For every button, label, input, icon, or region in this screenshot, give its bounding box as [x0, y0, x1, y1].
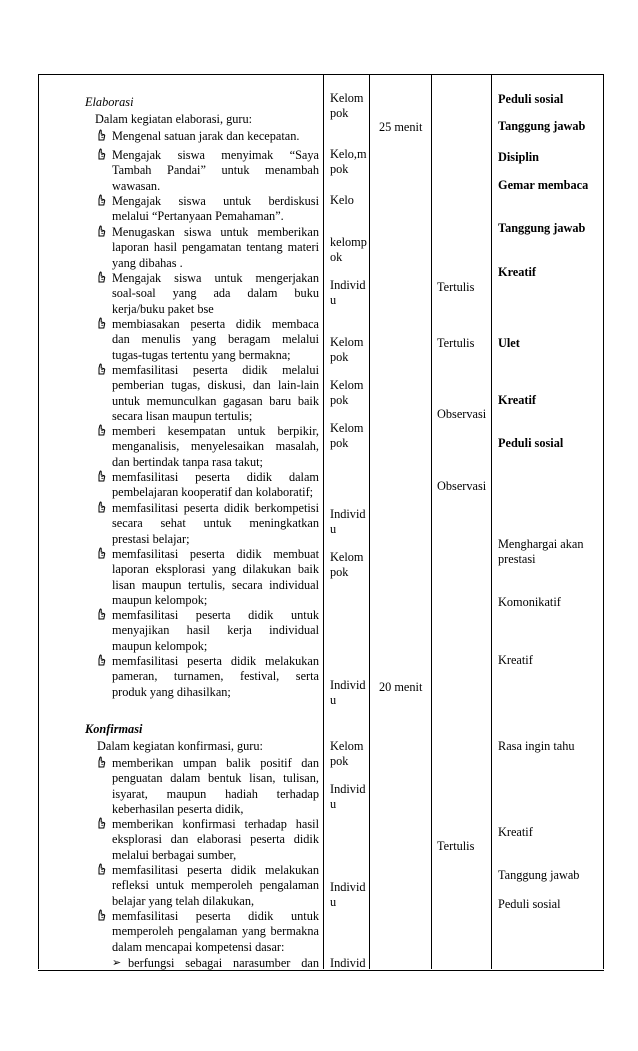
list-item [112, 424, 319, 470]
grouping-cell: Individ [330, 678, 366, 692]
character-cell: Kreatif [498, 825, 533, 839]
column-divider-grouping [323, 74, 324, 969]
grouping-cell: Kelom [330, 335, 364, 349]
list-item-line: tugas-tugas tertentu yang bermakna; [112, 347, 291, 362]
character-cell: Peduli sosial [498, 92, 564, 106]
list-item-line: memfasilitasi peserta didik melakukan [112, 654, 319, 668]
list-item-line: Menugaskan siswa untuk memberikan [112, 225, 319, 239]
list-item [112, 654, 319, 700]
list-item [112, 817, 319, 863]
list-item-line: untuk memunculkan gagasan baru baik [112, 393, 319, 408]
character-cell: Gemar membaca [498, 178, 589, 192]
character-cell: Tanggung jawab [498, 221, 586, 235]
hand-pointing-icon [96, 501, 106, 516]
list-item-line: melalui “Pertanyaan Pemahaman”. [112, 209, 284, 224]
list-item-line: soal-soal yang ada dalam buku [112, 286, 319, 301]
character-cell: prestasi [498, 552, 536, 566]
list-item [112, 148, 319, 194]
list-item-line: memfasilitasi peserta didik membuat [112, 547, 319, 561]
hand-pointing-icon [96, 547, 106, 562]
section-heading-elaborasi: Elaborasi [85, 95, 134, 109]
list-item-line: memperoleh pengalaman yang bermakna [112, 924, 319, 939]
list-item-line: Mengajak siswa menyimak “Saya [112, 148, 319, 162]
list-item-line: yang dibahas . [112, 255, 183, 270]
grouping-cell: Kelom [330, 739, 364, 753]
character-cell: Ulet [498, 336, 520, 350]
grouping-cell: pok [330, 393, 349, 408]
hand-pointing-icon [96, 317, 106, 332]
list-item-line: secara lisan maupun tertulis; [112, 408, 253, 423]
list-item-line: memfasilitasi peserta didik berkompetisi [112, 501, 319, 515]
list-item-line: Mengajak siswa untuk mengerjakan [112, 271, 319, 285]
assessment-cell: Observasi [437, 479, 487, 493]
list-item-line: secara sehat untuk meningkatkan [112, 516, 319, 531]
hand-pointing-icon [96, 148, 106, 163]
assessment-cell: Tertulis [437, 280, 475, 294]
list-item-line: eksplorasi dan elaborasi peserta didik [112, 832, 319, 847]
grouping-cell: u [330, 693, 337, 708]
assessment-cell: Tertulis [437, 839, 475, 853]
grouping-cell: Kelom [330, 91, 364, 105]
assessment-cell: Tertulis [437, 336, 475, 350]
list-item-line: kerja/buku paket bse [112, 301, 214, 316]
grouping-cell: kelomp [330, 235, 367, 249]
hand-pointing-icon [96, 608, 106, 623]
column-divider-assessment [431, 74, 432, 969]
grouping-cell: u [330, 522, 337, 537]
character-cell: Kreatif [498, 393, 537, 407]
hand-pointing-icon [96, 194, 106, 209]
grouping-cell: pok [330, 436, 349, 451]
list-item-line: memfasilitasi peserta didik melalui [112, 363, 319, 377]
list-item-line: belajar yang telah dilakukan, [112, 893, 255, 908]
list-item-line: keberhasilan peserta didik, [112, 801, 244, 816]
arrow-bullet-icon: ➢ [112, 957, 122, 969]
list-item-line: memfasilitasi peserta didik untuk [112, 608, 319, 622]
list-item-line: memfasilitasi peserta didik dalam [112, 470, 319, 484]
grouping-cell: Kelom [330, 550, 364, 564]
grouping-cell: Kelo,m [330, 147, 367, 161]
grouping-cell: pok [330, 350, 349, 365]
list-item [112, 363, 319, 424]
character-cell: Peduli sosial [498, 897, 561, 911]
grouping-cell: pok [330, 162, 349, 177]
list-item-line: laporan hasil pengamatan tentang materi [112, 240, 319, 255]
grouping-cell: pok [330, 106, 349, 121]
list-item-line: lisan maupun tertulis, secara individual [112, 577, 319, 592]
time-cell: 25 menit [379, 120, 423, 134]
hand-pointing-icon [96, 817, 106, 832]
list-item-line: prestasi belajar; [112, 531, 190, 546]
grouping-cell: Kelom [330, 421, 364, 435]
list-item [112, 756, 319, 817]
character-cell: Tanggung jawab [498, 868, 580, 882]
list-item [112, 608, 319, 654]
hand-pointing-icon [96, 654, 106, 669]
list-item-line: pemberian tugas, diskusi, dan lain-lain [112, 378, 319, 393]
list-item-line: memberikan konfirmasi terhadap hasil [112, 817, 319, 831]
list-item-line: pembelajaran kooperatif dan kolaboratif; [112, 485, 314, 500]
list-item-line: memberikan umpan balik positif dan [112, 756, 319, 770]
grouping-cell: u [330, 797, 337, 812]
character-cell: Disiplin [498, 150, 540, 164]
section-intro: Dalam kegiatan konfirmasi, guru: [97, 739, 263, 753]
list-item-line: melalui berbagai sumber, [112, 847, 237, 862]
list-item [112, 863, 319, 909]
table-border-left [38, 74, 39, 969]
grouping-cell: pok [330, 565, 349, 580]
table-border-right [603, 74, 604, 969]
hand-pointing-icon [96, 909, 106, 924]
hand-pointing-icon [96, 863, 106, 878]
hand-pointing-icon [96, 424, 106, 439]
list-item-line: wawasan. [112, 178, 161, 193]
list-item-line: dan bertindak tanpa rasa takut; [112, 454, 263, 469]
grouping-cell: Individ [330, 278, 366, 292]
hand-pointing-icon [96, 470, 106, 485]
grouping-cell: Individ [330, 782, 366, 796]
list-item-line: memfasilitasi peserta didik untuk [112, 909, 319, 923]
character-cell: Peduli sosial [498, 436, 564, 450]
grouping-cell: Individ [330, 956, 366, 970]
grouping-cell: Individ [330, 507, 366, 521]
list-item [112, 501, 319, 547]
list-item-line: pameran, turnamen, festival, serta [112, 669, 319, 684]
section-heading-konfirmasi: Konfirmasi [85, 722, 143, 736]
list-item-line: Mengenal satuan jarak dan kecepatan. [112, 129, 300, 143]
grouping-cell: Kelo [330, 193, 354, 207]
column-divider-time [369, 74, 370, 969]
list-item-line: menyajikan hasil kerja individual [112, 623, 319, 638]
hand-pointing-icon [96, 271, 106, 286]
grouping-cell: Individ [330, 880, 366, 894]
list-item-line: maupun kelompok; [112, 638, 208, 653]
time-cell: 20 menit [379, 680, 423, 694]
grouping-cell: pok [330, 754, 349, 769]
character-cell: Rasa ingin tahu [498, 739, 575, 753]
list-item [112, 194, 319, 225]
list-item [112, 225, 319, 271]
character-cell: Komonikatif [498, 595, 561, 609]
list-item-line: penguatan dalam bentuk lisan, tulisan, [112, 771, 319, 786]
list-item-line: memfasilitasi peserta didik melakukan [112, 863, 319, 877]
section-intro: Dalam kegiatan elaborasi, guru: [95, 112, 253, 126]
list-item [112, 271, 319, 317]
list-item [112, 317, 319, 363]
hand-pointing-icon [96, 129, 106, 144]
grouping-cell: ok [330, 250, 343, 265]
grouping-cell: u [330, 895, 337, 910]
list-item-line: menganalisis, menyelesaikan masalah, [112, 439, 319, 454]
hand-pointing-icon [96, 363, 106, 378]
sub-item: berfungsi sebagai narasumber dan [128, 956, 319, 970]
list-item-line: membiasakan peserta didik membaca [112, 317, 319, 331]
list-item-line: laporan eksplorasi yang dilakukan baik [112, 562, 319, 577]
hand-pointing-icon [96, 225, 106, 240]
list-item [112, 470, 319, 501]
character-cell: Kreatif [498, 265, 537, 279]
list-item-line: refleksi untuk memperoleh pengalaman [112, 878, 319, 893]
list-item-line: dan menulis yang beragam melalui [112, 332, 319, 347]
hand-pointing-icon [96, 756, 106, 771]
list-item-line: maupun kelompok; [112, 592, 208, 607]
character-cell: Tanggung jawab [498, 119, 586, 133]
list-item-line: Mengajak siswa untuk berdiskusi [112, 194, 319, 208]
assessment-cell: Observasi [437, 407, 487, 421]
grouping-cell: Kelom [330, 378, 364, 392]
list-item [112, 909, 319, 955]
list-item [112, 547, 319, 608]
list-item-line: produk yang dihasilkan; [112, 684, 231, 699]
list-item [112, 129, 319, 144]
list-item-line: Tambah Pandai” untuk menambah [112, 163, 319, 178]
grouping-cell: u [330, 293, 337, 308]
list-item-line: memberi kesempatan untuk berpikir, [112, 424, 319, 438]
list-item-line: isyarat, maupun hadiah terhadap [112, 786, 319, 801]
character-cell: Menghargai akan [498, 537, 584, 551]
character-cell: Kreatif [498, 653, 533, 667]
list-item-line: dalam mencapai kompetensi dasar: [112, 939, 285, 954]
column-divider-character [491, 74, 492, 969]
